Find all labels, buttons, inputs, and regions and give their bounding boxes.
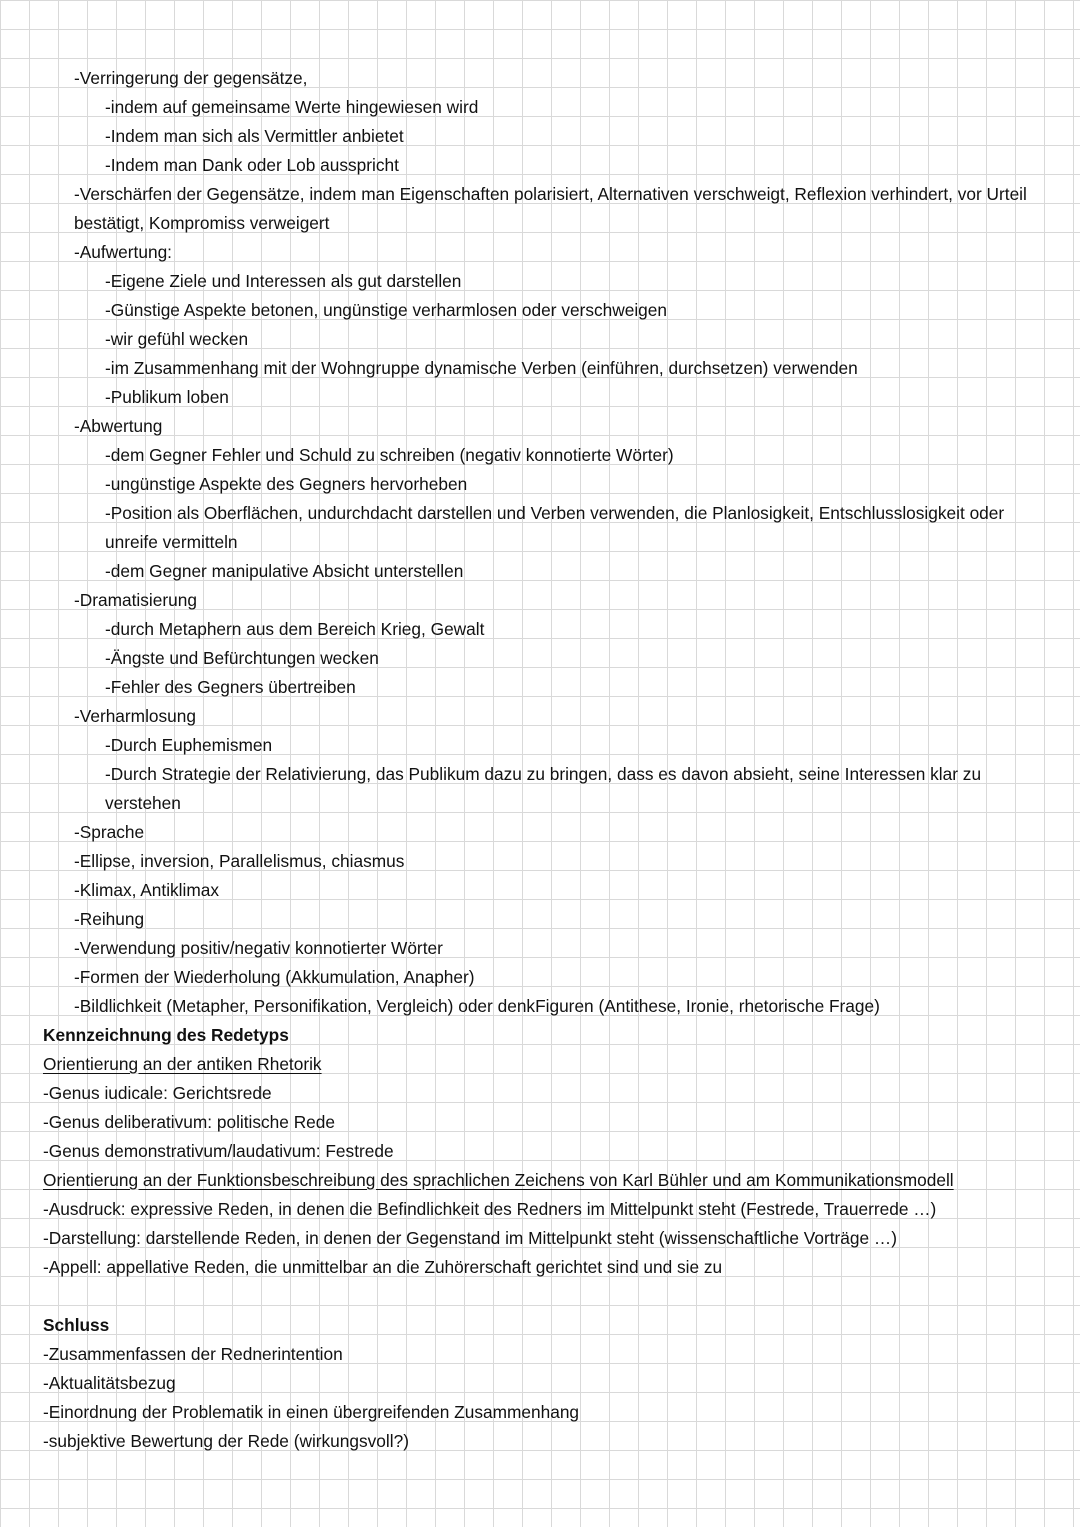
bullet: -Verwendung positiv/negativ konnotierter Wörter: [74, 938, 443, 958]
redetyp-subheading-buehler: Orientierung an der Funktionsbeschreibung des sprachlichen Zeichens von Karl Bühler und am Kommunikationsmodell: [43, 1170, 954, 1190]
sub-bullet: -Position als Oberflächen, undurchdacht darstellen und Verben verwenden, die Planlosigkeit, Entschlusslosigkeit oder unreife vermitteln: [105, 503, 1005, 552]
sub-bullet: -dem Gegner manipulative Absicht unterstellen: [105, 561, 464, 581]
bullet-aufwertung: -Aufwertung:: [74, 242, 172, 262]
sub-bullet: -Durch Strategie der Relativierung, das Publikum dazu zu bringen, dass es davon absieht, seine Interessen klar zu verstehen: [105, 764, 982, 813]
spacer: [43, 1282, 1040, 1311]
sub-bullet: -dem Gegner Fehler und Schuld zu schreiben (negativ konnotierte Wörter): [105, 445, 674, 465]
sub-bullet: -indem auf gemeinsame Werte hingewiesen wird: [105, 97, 479, 117]
bullet: -Bildlichkeit (Metapher, Personifikation, Vergleich) oder denkFiguren (Antithese, Ironie, rhetorische Frage): [74, 996, 880, 1016]
sub-bullet: -im Zusammenhang mit der Wohngruppe dynamische Verben (einführen, durchsetzen) verwenden: [105, 358, 858, 378]
sub-bullet: -Eigene Ziele und Interessen als gut darstellen: [105, 271, 462, 291]
bullet-verschaerfen: -Verschärfen der Gegensätze, indem man Eigenschaften polarisiert, Alternativen verschweigt, Reflexion verhindert, vor Urteil bestätigt, Kompromiss verweigert: [74, 184, 1027, 233]
redetyp-subheading-antike: Orientierung an der antiken Rhetorik: [43, 1054, 322, 1074]
schluss-item: -subjektive Bewertung der Rede (wirkungsvoll?): [43, 1431, 409, 1451]
schluss-heading: Schluss: [43, 1315, 110, 1335]
schluss-item: -Zusammenfassen der Rednerintention: [43, 1344, 343, 1364]
sub-bullet: -durch Metaphern aus dem Bereich Krieg, Gewalt: [105, 619, 485, 639]
bullet-sprache: -Sprache: [74, 822, 145, 842]
redetyp-item: -Genus demonstrativum/laudativum: Festrede: [43, 1141, 394, 1161]
sub-bullet: -wir gefühl wecken: [105, 329, 249, 349]
bullet-verringerung: -Verringerung der gegensätze,: [74, 68, 308, 88]
redetyp-item: -Appell: appellative Reden, die unmittelbar an die Zuhörerschaft gerichtet sind und sie zu: [43, 1257, 723, 1277]
schluss-item: -Aktualitätsbezug: [43, 1373, 176, 1393]
redetyp-heading: Kennzeichnung des Redetyps: [43, 1025, 289, 1045]
sub-bullet: -Indem man Dank oder Lob ausspricht: [105, 155, 399, 175]
sub-bullet: -Publikum loben: [105, 387, 229, 407]
sub-bullet: -ungünstige Aspekte des Gegners hervorheben: [105, 474, 468, 494]
bullet: -Klimax, Antiklimax: [74, 880, 219, 900]
sub-bullet: -Günstige Aspekte betonen, ungünstige verharmlosen oder verschweigen: [105, 300, 667, 320]
sub-bullet: -Fehler des Gegners übertreiben: [105, 677, 356, 697]
redetyp-item: -Ausdruck: expressive Reden, in denen die Befindlichkeit des Redners im Mittelpunkt steht (Festrede, Trauerrede …): [43, 1199, 937, 1219]
redetyp-item: -Darstellung: darstellende Reden, in denen der Gegenstand im Mittelpunkt steht (wissenschaftliche Vorträge …): [43, 1228, 897, 1248]
sub-bullet: -Ängste und Befürchtungen wecken: [105, 648, 379, 668]
bullet: -Ellipse, inversion, Parallelismus, chiasmus: [74, 851, 405, 871]
sub-bullet: -Indem man sich als Vermittler anbietet: [105, 126, 404, 146]
redetyp-item: -Genus deliberativum: politische Rede: [43, 1112, 336, 1132]
schluss-item: -Einordnung der Problematik in einen übergreifenden Zusammenhang: [43, 1402, 580, 1422]
bullet-dramatisierung: -Dramatisierung: [74, 590, 197, 610]
bullet-abwertung: -Abwertung: [74, 416, 163, 436]
bullet: -Formen der Wiederholung (Akkumulation, Anapher): [74, 967, 475, 987]
bullet: -Reihung: [74, 909, 145, 929]
redetyp-item: -Genus iudicale: Gerichtsrede: [43, 1083, 272, 1103]
sub-bullet: -Durch Euphemismen: [105, 735, 273, 755]
bullet-verharmlosung: -Verharmlosung: [74, 706, 196, 726]
